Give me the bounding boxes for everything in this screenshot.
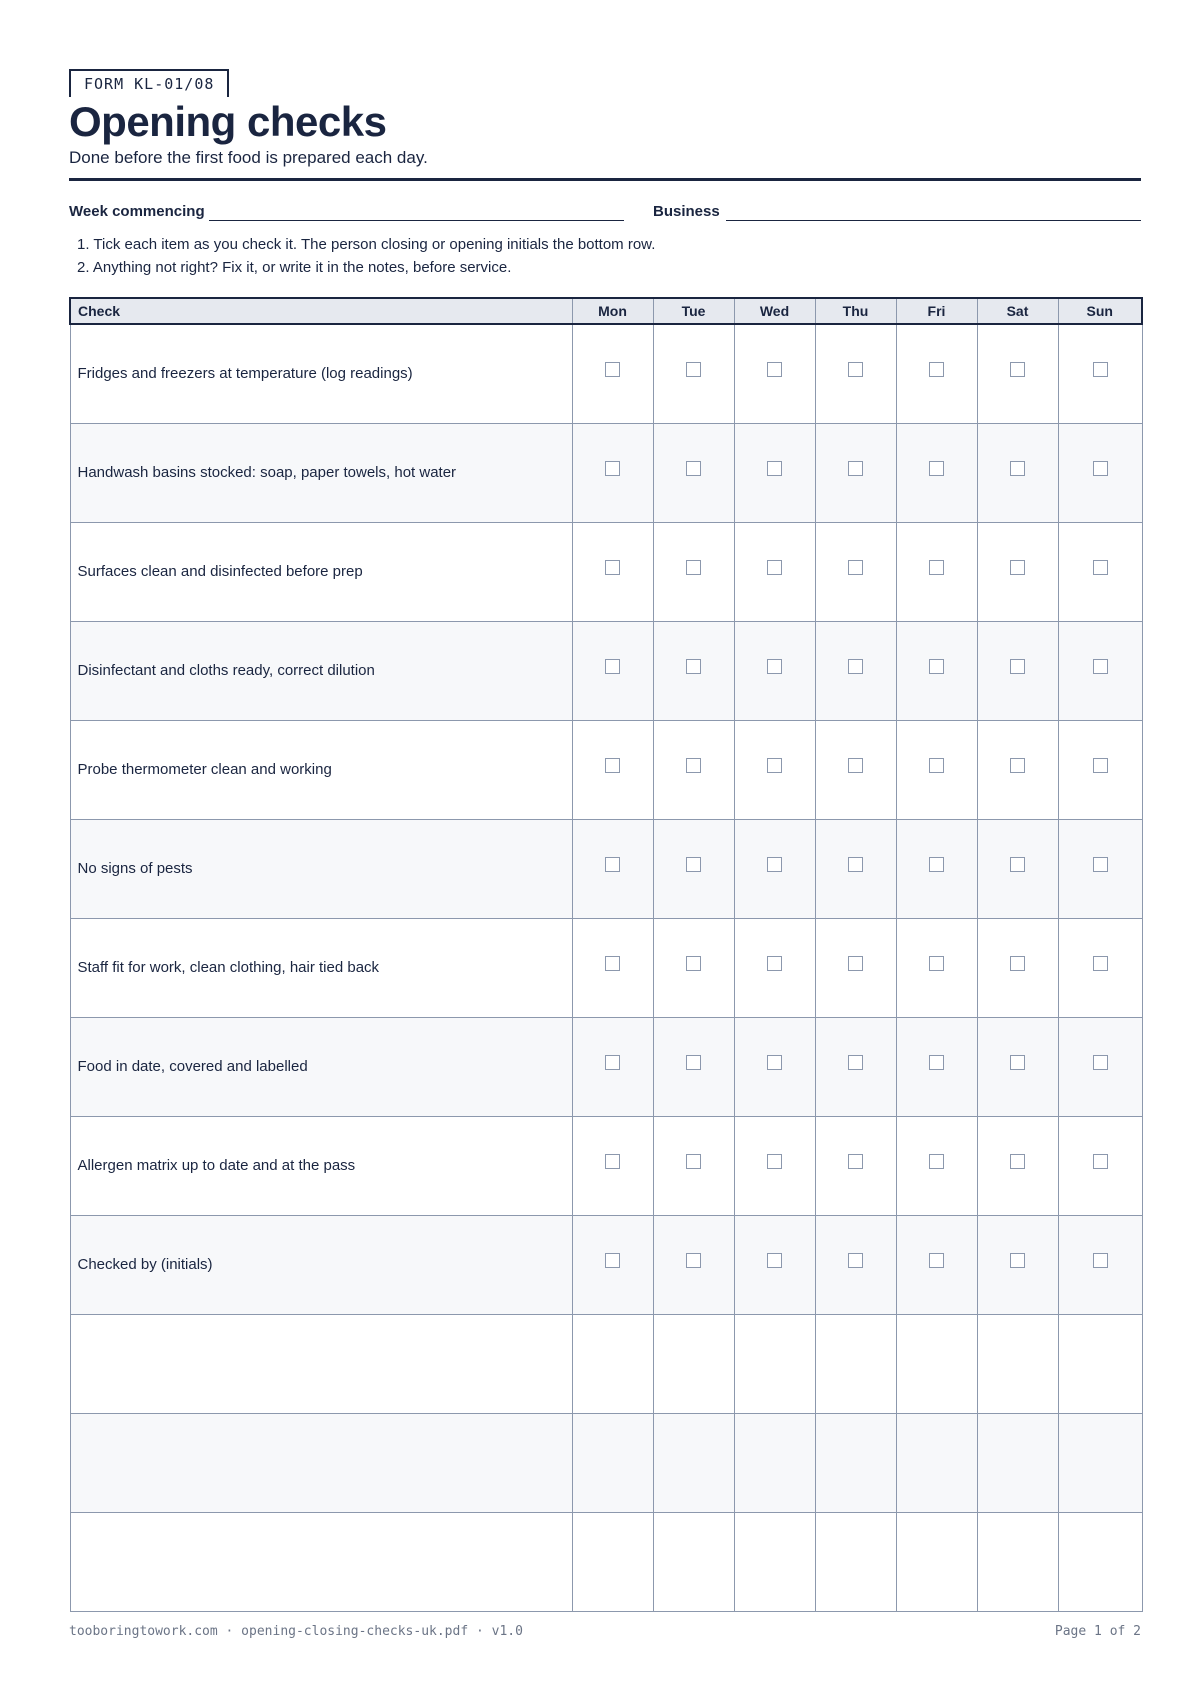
blank-cell[interactable] [572, 1512, 653, 1611]
instruction-item: 2. Anything not right? Fix it, or write it in the notes, before service. [77, 259, 512, 276]
blank-cell[interactable] [734, 1512, 815, 1611]
day-cell[interactable] [815, 720, 896, 819]
blank-cell[interactable] [896, 1413, 977, 1512]
checkbox[interactable] [848, 461, 863, 476]
checkbox[interactable] [605, 857, 620, 872]
day-cell[interactable] [815, 1116, 896, 1215]
checkbox[interactable] [1010, 659, 1025, 674]
check-item-label: No signs of pests [70, 819, 572, 918]
blank-cell[interactable] [977, 1512, 1058, 1611]
day-cell[interactable] [734, 1215, 815, 1314]
checkbox[interactable] [848, 1154, 863, 1169]
check-item-label: Allergen matrix up to date and at the pass [70, 1116, 572, 1215]
page-title: Opening checks [69, 98, 387, 145]
blank-cell[interactable] [977, 1314, 1058, 1413]
checkbox[interactable] [929, 956, 944, 971]
checkbox[interactable] [605, 659, 620, 674]
day-cell[interactable] [896, 1116, 977, 1215]
checkbox[interactable] [1010, 956, 1025, 971]
day-cell[interactable] [653, 324, 734, 423]
checkbox[interactable] [848, 956, 863, 971]
table-header-row [70, 298, 1142, 324]
day-cell[interactable] [734, 918, 815, 1017]
blank-cell[interactable] [653, 1512, 734, 1611]
checkbox[interactable] [605, 956, 620, 971]
day-cell[interactable] [977, 423, 1058, 522]
day-cell[interactable] [815, 621, 896, 720]
checkbox[interactable] [605, 560, 620, 575]
day-cell[interactable] [1058, 918, 1142, 1017]
day-cell[interactable] [572, 720, 653, 819]
checkbox[interactable] [848, 857, 863, 872]
day-cell[interactable] [896, 819, 977, 918]
checkbox[interactable] [848, 758, 863, 773]
form-code-label: FORM KL-01/08 [69, 69, 229, 97]
day-cell[interactable] [653, 819, 734, 918]
day-cell[interactable] [815, 1017, 896, 1116]
checkbox[interactable] [686, 1253, 701, 1268]
day-cell[interactable] [734, 1017, 815, 1116]
checkbox[interactable] [1093, 461, 1108, 476]
day-cell[interactable] [572, 423, 653, 522]
table-row [70, 621, 1142, 720]
day-cell[interactable] [977, 1215, 1058, 1314]
day-cell[interactable] [815, 918, 896, 1017]
checkbox[interactable] [767, 362, 782, 377]
blank-cell[interactable] [572, 1413, 653, 1512]
business-label: Business [653, 203, 720, 220]
day-cell[interactable] [977, 819, 1058, 918]
column-header-day: Sun [1058, 298, 1142, 324]
day-cell[interactable] [896, 621, 977, 720]
day-cell[interactable] [572, 324, 653, 423]
day-cell[interactable] [734, 522, 815, 621]
title-rule [69, 178, 1141, 181]
blank-cell[interactable] [977, 1413, 1058, 1512]
column-header-check: Check [70, 298, 572, 324]
day-cell[interactable] [734, 819, 815, 918]
checkbox[interactable] [1093, 857, 1108, 872]
checkbox[interactable] [929, 1154, 944, 1169]
day-cell[interactable] [1058, 324, 1142, 423]
table-row [70, 720, 1142, 819]
table-row [70, 1017, 1142, 1116]
checkbox[interactable] [767, 758, 782, 773]
instructions-list [77, 233, 655, 279]
day-cell[interactable] [572, 918, 653, 1017]
day-cell[interactable] [896, 918, 977, 1017]
checkbox[interactable] [1010, 1154, 1025, 1169]
day-cell[interactable] [572, 1116, 653, 1215]
footer-source: tooboringtowork.com · opening-closing-checks-uk.pdf · v1.0 [69, 1624, 523, 1639]
day-cell[interactable] [572, 621, 653, 720]
checkbox[interactable] [686, 1055, 701, 1070]
day-cell[interactable] [977, 621, 1058, 720]
checkbox[interactable] [1093, 362, 1108, 377]
blank-row-label[interactable] [70, 1413, 572, 1512]
day-cell[interactable] [815, 423, 896, 522]
checkbox[interactable] [605, 461, 620, 476]
checkbox[interactable] [1093, 560, 1108, 575]
day-cell[interactable] [977, 1116, 1058, 1215]
day-cell[interactable] [977, 324, 1058, 423]
checkbox[interactable] [1093, 758, 1108, 773]
day-cell[interactable] [1058, 621, 1142, 720]
check-item-label: Surfaces clean and disinfected before prep [70, 522, 572, 621]
checkbox[interactable] [848, 659, 863, 674]
checkbox[interactable] [767, 1253, 782, 1268]
column-header-day: Tue [653, 298, 734, 324]
day-cell[interactable] [1058, 1017, 1142, 1116]
checkbox[interactable] [1010, 1055, 1025, 1070]
checkbox[interactable] [686, 560, 701, 575]
day-cell[interactable] [977, 918, 1058, 1017]
checkbox[interactable] [929, 758, 944, 773]
checkbox[interactable] [1010, 362, 1025, 377]
table-row [70, 819, 1142, 918]
checkbox[interactable] [605, 758, 620, 773]
table-row [70, 1215, 1142, 1314]
day-cell[interactable] [572, 1017, 653, 1116]
checkbox[interactable] [605, 362, 620, 377]
day-cell[interactable] [653, 720, 734, 819]
column-header-day: Fri [896, 298, 977, 324]
day-cell[interactable] [734, 324, 815, 423]
blank-cell[interactable] [1058, 1314, 1142, 1413]
column-header-day: Mon [572, 298, 653, 324]
check-item-label: Probe thermometer clean and working [70, 720, 572, 819]
checkbox[interactable] [767, 956, 782, 971]
column-header-day: Sat [977, 298, 1058, 324]
day-cell[interactable] [1058, 1116, 1142, 1215]
day-cell[interactable] [815, 819, 896, 918]
instruction-item: 1. Tick each item as you check it. The person closing or opening initials the bottom row. [77, 236, 656, 253]
table-row [70, 1116, 1142, 1215]
checkbox[interactable] [1093, 1154, 1108, 1169]
checkbox[interactable] [605, 1253, 620, 1268]
table-row [70, 1512, 1142, 1611]
checkbox[interactable] [686, 1154, 701, 1169]
checkbox[interactable] [929, 1253, 944, 1268]
checkbox[interactable] [929, 362, 944, 377]
day-cell[interactable] [653, 918, 734, 1017]
table-row [70, 423, 1142, 522]
checkbox[interactable] [1093, 659, 1108, 674]
table-body [70, 324, 1142, 1611]
checkbox[interactable] [1010, 560, 1025, 575]
checkbox[interactable] [848, 1055, 863, 1070]
checkbox[interactable] [686, 857, 701, 872]
checkbox[interactable] [767, 659, 782, 674]
blank-row-label[interactable] [70, 1512, 572, 1611]
page-subtitle: Done before the first food is prepared each day. [69, 148, 428, 167]
checkbox[interactable] [929, 1055, 944, 1070]
day-cell[interactable] [1058, 423, 1142, 522]
blank-cell[interactable] [734, 1413, 815, 1512]
day-cell[interactable] [653, 1116, 734, 1215]
check-item-label: Fridges and freezers at temperature (log readings) [70, 324, 572, 423]
form-page [69, 0, 1141, 1697]
column-header-day: Wed [734, 298, 815, 324]
checkbox[interactable] [686, 461, 701, 476]
blank-cell[interactable] [653, 1413, 734, 1512]
table-row [70, 1314, 1142, 1413]
check-item-label: Checked by (initials) [70, 1215, 572, 1314]
day-cell[interactable] [572, 522, 653, 621]
checkbox[interactable] [767, 857, 782, 872]
checks-table [69, 297, 1143, 1612]
day-cell[interactable] [815, 522, 896, 621]
check-item-label: Food in date, covered and labelled [70, 1017, 572, 1116]
business-field[interactable] [726, 220, 1141, 221]
checkbox[interactable] [767, 560, 782, 575]
column-header-day: Thu [815, 298, 896, 324]
checkbox[interactable] [929, 560, 944, 575]
day-cell[interactable] [977, 1017, 1058, 1116]
blank-cell[interactable] [815, 1314, 896, 1413]
checkbox[interactable] [929, 659, 944, 674]
checkbox[interactable] [1093, 1055, 1108, 1070]
table-row [70, 324, 1142, 423]
checkbox[interactable] [767, 1055, 782, 1070]
checkbox[interactable] [848, 560, 863, 575]
checkbox[interactable] [605, 1154, 620, 1169]
checkbox[interactable] [767, 1154, 782, 1169]
day-cell[interactable] [977, 720, 1058, 819]
blank-cell[interactable] [653, 1314, 734, 1413]
table-row [70, 918, 1142, 1017]
checkbox[interactable] [1010, 461, 1025, 476]
day-cell[interactable] [734, 423, 815, 522]
checkbox[interactable] [929, 461, 944, 476]
day-cell[interactable] [653, 1017, 734, 1116]
checkbox[interactable] [848, 1253, 863, 1268]
table-row [70, 1413, 1142, 1512]
table-row [70, 522, 1142, 621]
day-cell[interactable] [977, 522, 1058, 621]
blank-cell[interactable] [896, 1314, 977, 1413]
checkbox[interactable] [929, 857, 944, 872]
checkbox[interactable] [1093, 956, 1108, 971]
day-cell[interactable] [896, 324, 977, 423]
blank-cell[interactable] [734, 1314, 815, 1413]
checkbox[interactable] [686, 758, 701, 773]
checkbox[interactable] [848, 362, 863, 377]
check-item-label: Handwash basins stocked: soap, paper towels, hot water [70, 423, 572, 522]
blank-cell[interactable] [815, 1413, 896, 1512]
blank-cell[interactable] [1058, 1512, 1142, 1611]
day-cell[interactable] [896, 720, 977, 819]
checkbox[interactable] [767, 461, 782, 476]
checkbox[interactable] [1010, 758, 1025, 773]
checkbox[interactable] [686, 659, 701, 674]
day-cell[interactable] [1058, 819, 1142, 918]
day-cell[interactable] [572, 1215, 653, 1314]
day-cell[interactable] [896, 1017, 977, 1116]
week-commencing-field[interactable] [209, 220, 624, 221]
blank-cell[interactable] [572, 1314, 653, 1413]
day-cell[interactable] [896, 423, 977, 522]
blank-cell[interactable] [1058, 1413, 1142, 1512]
blank-row-label[interactable] [70, 1314, 572, 1413]
checkbox[interactable] [1010, 1253, 1025, 1268]
day-cell[interactable] [815, 1215, 896, 1314]
checkbox[interactable] [605, 1055, 620, 1070]
day-cell[interactable] [653, 1215, 734, 1314]
blank-cell[interactable] [896, 1512, 977, 1611]
day-cell[interactable] [734, 621, 815, 720]
day-cell[interactable] [1058, 522, 1142, 621]
day-cell[interactable] [572, 819, 653, 918]
page-number: Page 1 of 2 [1054, 1624, 1141, 1639]
blank-cell[interactable] [815, 1512, 896, 1611]
day-cell[interactable] [1058, 720, 1142, 819]
day-cell[interactable] [653, 423, 734, 522]
checkbox[interactable] [1093, 1253, 1108, 1268]
check-item-label: Disinfectant and cloths ready, correct dilution [70, 621, 572, 720]
week-commencing-label: Week commencing [69, 203, 205, 220]
checkbox[interactable] [1010, 857, 1025, 872]
day-cell[interactable] [653, 522, 734, 621]
day-cell[interactable] [896, 1215, 977, 1314]
check-item-label: Staff fit for work, clean clothing, hair tied back [70, 918, 572, 1017]
day-cell[interactable] [653, 621, 734, 720]
checkbox[interactable] [686, 362, 701, 377]
day-cell[interactable] [815, 324, 896, 423]
day-cell[interactable] [1058, 1215, 1142, 1314]
day-cell[interactable] [734, 720, 815, 819]
day-cell[interactable] [896, 522, 977, 621]
day-cell[interactable] [734, 1116, 815, 1215]
checkbox[interactable] [686, 956, 701, 971]
